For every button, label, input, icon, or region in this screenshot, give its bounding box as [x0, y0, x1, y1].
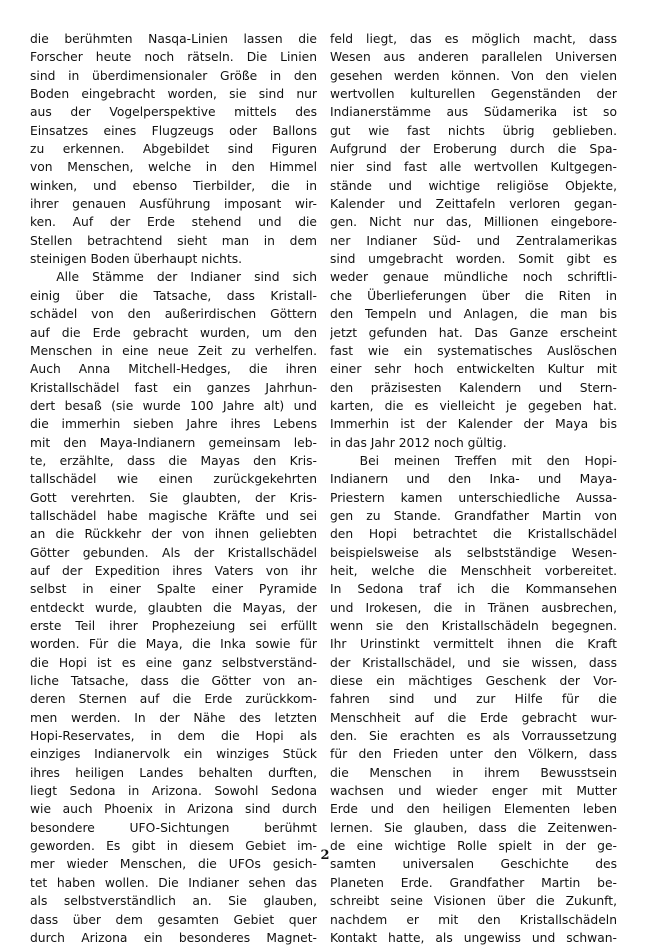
text-line: dass über dem gesamten Gebiet quer: [30, 912, 317, 927]
text-line: den Tempeln und Anlagen, die man bis: [330, 307, 617, 322]
text-line: dert besaß (sie wurde 100 Jahre alt) und: [30, 398, 317, 413]
text-line: Alle Stämme der Indianer sind sich: [30, 270, 317, 285]
page-number: 2: [320, 848, 330, 863]
text-line: Immerhin ist der Kalender der Maya bis: [330, 417, 617, 432]
text-line: men werden. In der Nähe des letzten: [30, 710, 317, 725]
text-line: die Hopi ist es eine ganz selbstverständ-: [30, 655, 317, 670]
text-line: von Menschen, welche in den Himmel: [30, 160, 317, 175]
text-line: tallschädel wie einen zurückgekehrten: [30, 472, 317, 487]
text-line: den präzisesten Kalendern und Stern-: [330, 380, 617, 395]
text-line: wenn sie den Kristallschädeln begegnen.: [330, 619, 617, 633]
text-line: Kontakt hatte, als ungewiss und schwan-: [330, 930, 617, 945]
text-line: Stellen betrachtend sieht man in dem: [30, 233, 317, 248]
text-line: der Kristallschädel, und sie wissen, dass: [330, 655, 617, 670]
text-line: mer wieder Menschen, die UFOs gesich-: [30, 857, 317, 872]
text-line: schreibt seine Visionen über die Zukunft,: [330, 894, 617, 909]
text-line: die immerhin sieben Jahre ihres Lebens: [30, 417, 317, 432]
text-line: geworden. Es gibt in diesem Gebiet im-: [30, 839, 317, 854]
left-text-column: [30, 30, 317, 947]
text-line: Kalender und Zeittafeln verloren gegan-: [330, 197, 617, 212]
text-line: fahren sind und zur Hilfe für die: [330, 692, 617, 707]
text-line: entdeckt wurde, glaubten die Mayas, der: [30, 600, 317, 615]
text-line: als selbstverständlich an. Sie glauben,: [30, 894, 317, 909]
text-line: fast wie ein systematisches Auslöschen: [330, 343, 617, 358]
text-line: steinigen Boden überhaupt nichts.: [30, 252, 243, 267]
text-line: einziges Indianervolk ein winziges Stück: [30, 747, 317, 762]
text-line: nachdem er mit den Kristallschädeln: [330, 912, 617, 927]
text-line: winken, und ebenso Tierbilder, die in: [30, 178, 317, 193]
text-line: Hopi-Reservates, in dem die Hopi als: [30, 729, 317, 744]
text-line: zu erkennen. Abgebildet sind Figuren: [30, 142, 317, 157]
text-line: Boden eingebracht worden, sie sind nur: [30, 87, 317, 102]
text-line: nier sind fast alle wertvollen Kultgegen-: [330, 160, 617, 175]
text-line: worden. Für die Maya, die Inka sowie für: [30, 637, 317, 652]
text-line: Gott verehrten. Sie glaubten, der Kris-: [30, 490, 317, 505]
text-line: wachsen und wieder enger mit Mutter: [330, 784, 617, 799]
text-line: Aufgrund der Eroberung durch die Spa-: [330, 142, 617, 157]
text-line: sind in überdimensionaler Größe in den: [30, 68, 317, 83]
text-line: gen zu Stande. Grandfather Martin von: [330, 508, 617, 523]
text-line: Auch Anna Mitchell-Hedges, die ihren: [30, 362, 317, 377]
text-line: deren Sternen auf die Erde zurückkom-: [30, 692, 317, 707]
text-line: che Überlieferungen über die Riten in: [330, 288, 617, 303]
text-line: auf der Expedition ihres Vaters von ihr: [30, 563, 317, 578]
text-line: einer sehr hoch entwickelten Kultur mit: [330, 362, 617, 377]
text-line: liche Tatsache, dass die Götter von an-: [30, 674, 317, 689]
text-line: ken. Auf der Erde stehend und die: [30, 215, 317, 230]
text-line: erste Teil ihrer Prophezeiung sei erfüllt: [30, 619, 317, 633]
text-line: tallschädel habe magische Kräfte und sei: [30, 508, 317, 523]
text-line: Götter gebunden. Als der Kristallschädel: [30, 545, 317, 560]
text-line: den Hopi betrachtet die Kristallschädel: [330, 527, 617, 542]
text-line: in das Jahr 2012 noch gültig.: [330, 435, 507, 450]
text-line: karten, die es vielleicht je gegeben hat.: [330, 398, 617, 413]
text-line: Forscher heute noch rätseln. Die Linien: [30, 50, 317, 65]
text-line: Menschheit auf die Erde gebracht wur-: [330, 710, 617, 725]
text-line: Bei meinen Treffen mit den Hopi-: [330, 453, 617, 468]
text-line: Einsatzes eines Flugzeugs oder Ballons: [30, 123, 317, 138]
text-line: ner Indianer Süd- und Zentralamerikas: [330, 233, 617, 248]
text-line: Ihr Urinstinkt vermittelt ihnen die Kraft: [330, 637, 617, 652]
text-line: Menschen in eine neue Zeit zu verhelfen.: [30, 343, 317, 358]
text-line: für den Frieden unter den Völkern, dass: [330, 747, 617, 762]
text-line: wie auch Phoenix in Arizona sind durch: [30, 802, 317, 817]
text-line: In Sedona traf ich die Kommansehen: [330, 582, 617, 597]
text-line: diese ein mächtiges Geschenk der Vor-: [330, 674, 617, 689]
text-line: feld liegt, das es möglich macht, dass: [330, 32, 617, 46]
text-line: tet haben wollen. Die Indianer sehen das: [30, 875, 317, 890]
text-line: aus der Vogelperspektive mittels des: [30, 105, 317, 120]
text-line: heit, welche die Menschheit vorbereitet.: [330, 563, 617, 578]
text-line: die berühmten Nasqa-Linien lassen die: [30, 32, 317, 46]
text-line: und Irokesen, die in Tränen ausbrechen,: [330, 600, 617, 615]
text-line: gut wie fast nichts übrig geblieben.: [330, 123, 617, 138]
text-line: sind umgebracht worden. Somit gibt es: [330, 252, 617, 267]
text-line: gesehen werden können. Von den vielen: [330, 68, 617, 83]
text-line: an die Rückkehr der von ihnen geliebten: [30, 527, 317, 542]
text-line: te, erzählte, dass die Mayas den Kris-: [30, 453, 317, 468]
text-line: gen. Nicht nur das, Millionen eingebore-: [330, 215, 617, 230]
text-line: Planeten Erde. Grandfather Martin be-: [330, 875, 617, 890]
text-line: durch Arizona ein besonderes Magnet-: [30, 930, 317, 945]
text-line: Priestern kamen unterschiedliche Aussa-: [330, 490, 617, 505]
text-line: Indianern und den Inka- und Maya-: [330, 472, 617, 487]
text-line: liegt Sedona in Arizona. Sowohl Sedona: [30, 784, 317, 799]
text-line: de eine wichtige Rolle spielt in der ge-: [330, 839, 617, 854]
text-line: besondere UFO-Sichtungen berühmt: [30, 820, 317, 835]
text-line: selbst in einer Spalte einer Pyramide: [30, 582, 317, 597]
text-line: ihrer genauen Ausführung imposant wir-: [30, 197, 317, 212]
text-line: jetzt gefunden hat. Das Ganze erscheint: [330, 325, 617, 340]
text-line: Kristallschädel fast ein ganzes Jahrhun-: [30, 380, 317, 395]
text-line: stände und wichtige religiöse Objekte,: [330, 178, 617, 193]
text-line: die Menschen in ihrem Bewusstsein: [330, 765, 617, 780]
text-line: Erde und den heiligen Elementen leben: [330, 802, 617, 817]
text-line: wertvollen kulturellen Gegenständen der: [330, 87, 617, 102]
text-line: mit den Maya-Indianern gemeinsam leb-: [30, 435, 317, 450]
text-line: samten universalen Geschichte des: [330, 857, 617, 872]
text-line: ihres heiligen Landes behalten durften,: [30, 765, 317, 780]
text-line: beispielsweise als selbstständige Wesen-: [330, 545, 617, 560]
text-line: Wesen aus anderen parallelen Universen: [330, 50, 617, 65]
text-line: Indianerstämme aus Südamerika ist so: [330, 105, 617, 120]
text-line: lernen. Sie glauben, dass die Zeitenwen-: [330, 820, 617, 835]
text-line: einig über die Tatsache, dass Kristall-: [30, 288, 317, 303]
text-line: auf die Erde gebracht wurden, um den: [30, 325, 317, 340]
right-text-column: [330, 30, 617, 947]
text-line: weder genaue mündliche noch schriftli-: [330, 270, 617, 285]
text-line: den. Sie erachten es als Vorraussetzung: [330, 729, 617, 744]
text-line: schädel von den außerirdischen Göttern: [30, 307, 317, 322]
